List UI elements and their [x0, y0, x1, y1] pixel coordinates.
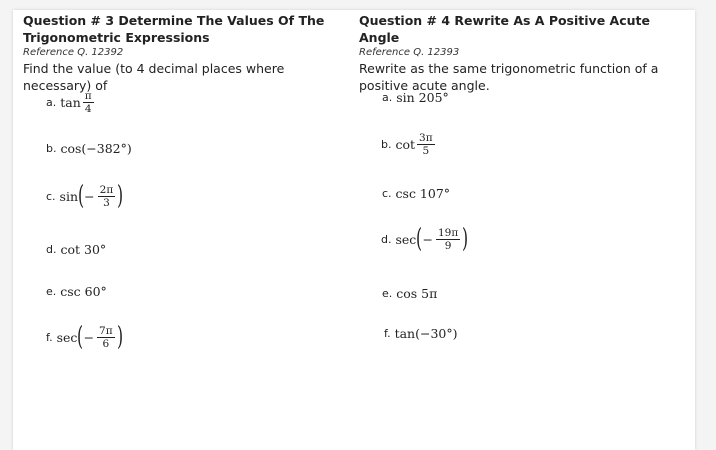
- denominator: 3: [103, 196, 110, 209]
- item-label: b.: [46, 142, 57, 155]
- q3-item-c: c. sin ( − $\frac{2\pi}{3}$ ): [46, 181, 124, 211]
- q3-item-d: [46, 242, 106, 257]
- numerator: 2π: [99, 183, 114, 196]
- item-label: f.: [46, 330, 53, 344]
- expression: csc 60°: [60, 284, 107, 299]
- item-label: f.: [384, 327, 391, 340]
- question-3-prompt: Find the value (to 4 decimal places where necessary) of: [23, 61, 285, 93]
- q4-item-d: d. sec ( − $\frac{19\pi}{9}$ ): [381, 224, 469, 254]
- denominator: 4: [84, 103, 92, 115]
- question-4-title: Question # 4 Rewrite As A Positive Acute Angle: [359, 13, 650, 45]
- worksheet-page: [13, 10, 695, 450]
- q4-item-e: [382, 286, 437, 301]
- q4-item-f: [384, 326, 458, 341]
- expression: tan(−30°): [394, 326, 458, 341]
- item-label: d.: [46, 243, 57, 256]
- item-label: e.: [382, 287, 393, 300]
- question-4-prompt: Rewrite as the same trigonometric function of a positive acute angle.: [359, 61, 659, 93]
- question-3-reference: Reference Q. 12392: [23, 47, 124, 58]
- q3-item-e: [46, 284, 107, 299]
- denominator: 5: [422, 145, 430, 157]
- numerator: 7π: [99, 324, 113, 337]
- function-name: sec: [56, 329, 78, 345]
- expression: cot 30°: [60, 242, 107, 257]
- expression: sin 205°: [396, 90, 449, 105]
- question-4: [359, 12, 689, 94]
- q3-item-a: [46, 90, 96, 115]
- numerator: 19π: [437, 226, 459, 239]
- item-label: a.: [382, 91, 393, 104]
- q3-item-f: f. sec ( − $\frac{7\pi}{6}$ ): [46, 322, 123, 352]
- function-name: sec: [395, 231, 417, 247]
- numerator: 3π: [419, 132, 433, 144]
- question-3-title: Question # 3 Determine The Values Of The Trigonometric Expressions: [23, 13, 325, 45]
- minus-sign: −: [422, 231, 433, 247]
- q3-item-b: [46, 141, 132, 156]
- expression: cos(−382°): [60, 141, 132, 156]
- denominator: 9: [444, 239, 452, 252]
- question-4-reference: Reference Q. 12393: [359, 47, 460, 58]
- question-3: [23, 12, 343, 94]
- minus-sign: −: [84, 188, 95, 204]
- function-name: tan: [60, 95, 81, 110]
- item-label: d.: [381, 232, 392, 246]
- function-name: cot: [395, 137, 416, 152]
- q4-item-b: [381, 132, 437, 157]
- function-name: sin: [59, 188, 79, 204]
- q4-item-a: [382, 90, 449, 105]
- item-label: c.: [46, 189, 56, 203]
- item-label: b.: [381, 138, 392, 151]
- item-label: e.: [46, 285, 57, 298]
- expression: csc 107°: [395, 186, 451, 201]
- numerator: π: [84, 90, 92, 102]
- fraction: [83, 90, 94, 115]
- denominator: 6: [102, 337, 110, 350]
- fraction: [436, 227, 460, 252]
- item-label: c.: [382, 187, 392, 200]
- expression: cos 5π: [396, 286, 438, 301]
- q4-item-c: [382, 186, 450, 201]
- fraction: [417, 132, 435, 157]
- item-label: a.: [46, 96, 57, 109]
- fraction: [98, 184, 116, 209]
- fraction: [97, 325, 115, 350]
- minus-sign: −: [83, 329, 95, 345]
